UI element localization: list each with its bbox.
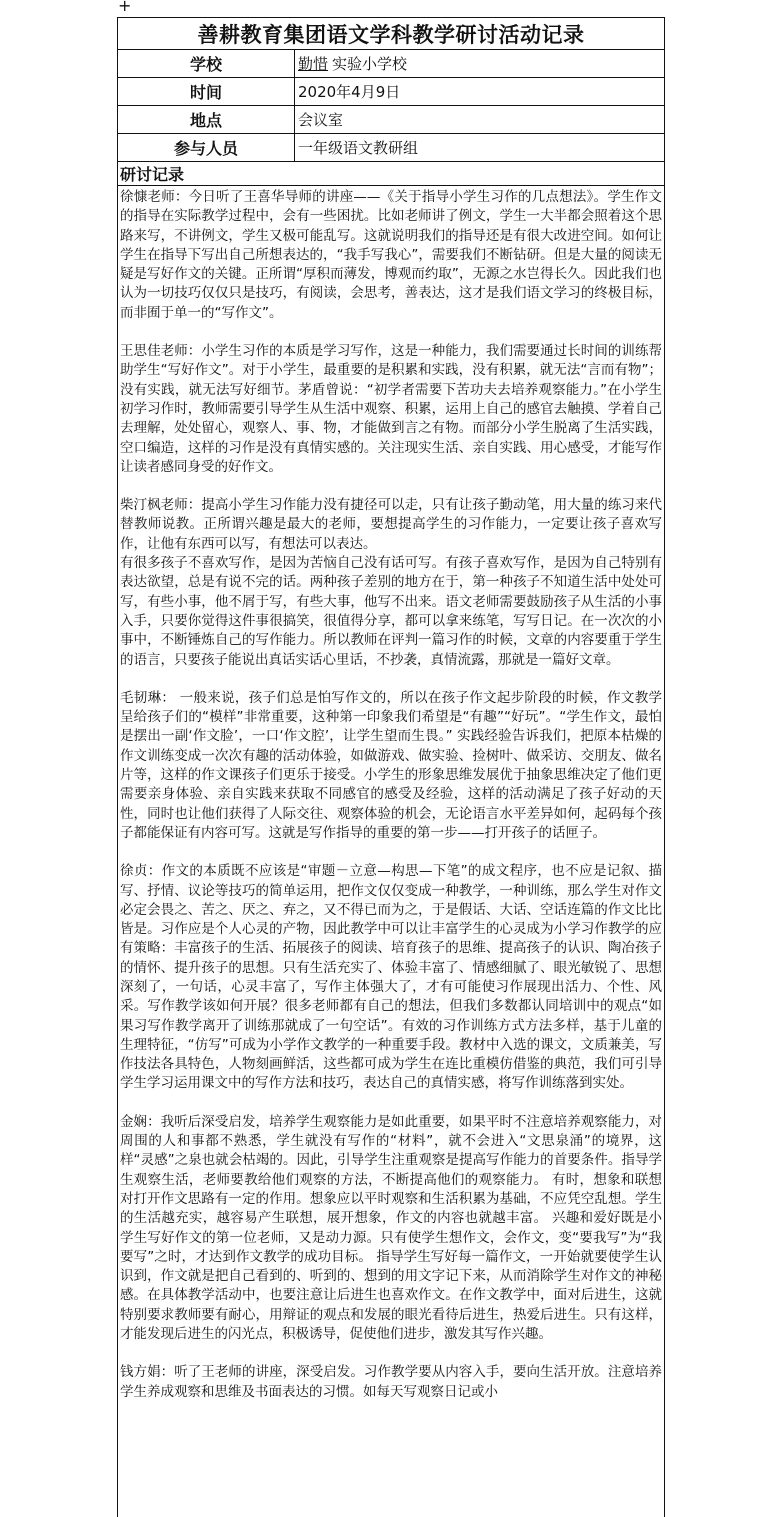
place-value: 会议室 [298,111,344,129]
participants-value: 一年级语文教研组 [298,139,419,157]
participants-row [118,134,664,162]
place-row [118,106,664,134]
time-value: 2020年4月9日 [298,83,401,101]
record-4 [120,689,662,843]
school-label: 学校 [118,50,295,77]
record-text: 一般来说，孩子们总是怕写作文的，所以在孩子作文起步阶段的时候，作文教学呈给孩子们的“模样”非常重要，这种第一印象我们希望是“有趣”“好玩”。“学生作文，最怕是摆出一副‘作文脸’，一口‘作文腔’，让学生望而生畏。” 实践经验告诉我们，把原本枯燥的作文训练变成一次次有趣的活动体验，如做游戏、做实验、捡树叶、做采访、交朋友、做名片等，这样的作文课孩子们更乐于接受。小学生的形象思维发展优于抽象思维决定了他们更需要亲身体验、亲自实践来获取不同感官的感受及经验，这样的活动满足了孩子好动的天性，同时也让他们获得了人际交往、观察体验的机会，无论语言水平差异如何，起码每个孩子都能保证有内容可写。这就是写作指导的重要的第一步——打开孩子的话匣子。 [120,689,663,841]
school-prefix: 勤惜 [298,55,329,73]
record-table [117,17,665,1517]
page-title: 善耕教育集团语文学科教学研讨活动记录 [118,18,664,50]
record-text: 听了王老师的讲座，深受启发。习作教学要从内容入手，要向生活开放。注意培养学生养成观察和思维及书面表达的习惯。如每天写观察日记或小 [120,1364,663,1400]
time-row [118,78,664,106]
school-value-cell [295,50,664,77]
participants-label: 参与人员 [118,134,295,161]
record-speaker: 柴汀枫老师： [120,497,202,514]
record-text: 提高小学生习作能力没有捷径可以走，只有让孩子勤动笔，用大量的练习来代替教师说教。正所谓兴趣是最大的老师，要想提高学生的习作能力，一定要让孩子喜欢写作，让他有东西可以写，有想法可以表达。 有很多孩子不喜欢写作，是因为苦恼自己没有话可写。有孩子喜欢写作，是因为自己特别有表达欲望，总是有说不完的话。两种孩子差别的地方在于，第一种孩子不知道生活中处处可写，有些小事，他不屑于写，有些大事，他写不出来。语文老师需要鼓励孩子从生活的小事入手，只要你觉得这件事很搞笑，很值得分享，都可以拿来练笔，写写日记。在一次次的小事中，不断锤炼自己的写作能力。所以教师在评判一篇习作的时候，文章的内容要重于学生的语言，只要孩子能说出真话实话心里话，不抄袭，真情流露，那就是一篇好文章。 [120,497,663,668]
record-3 [120,496,662,670]
record-speaker: 徐慷老师： [120,189,189,205]
record-speaker: 钱方娟： [120,1364,175,1381]
section-title: 研讨记录 [118,162,664,186]
records-body [118,186,664,1402]
record-speaker: 毛韧琳： [120,689,176,706]
place-label: 地点 [118,106,295,133]
record-text: 作文的本质既不应该是“审题－立意—构思—下笔”的成文程序，也不应是记叙、描写、抒情、议论等技巧的简单运用，把作文仅仅变成一种教学，一种训练，那么学生对作文必定会畏之、苦之、厌之、弃之，又不得已而为之，于是假话、大话、空话连篇的作文比比皆是。习作应是个人心灵的产物，因此教学中可以让丰富学生的心灵成为小学习作教学的应有策略：丰富孩子的生活、拓展孩子的阅读、培育孩子的思维、提高孩子的认识、陶冶孩子的情怀、提升孩子的思想。只有生活充实了、体验丰富了、情感细腻了、眼光敏锐了、思想深刻了，一句话，心灵丰富了，写作主体强大了，才有可能使习作展现出活力、个性、风采。写作教学该如何开展？很多老师都有自己的想法，但我们多数都认同培训中的观点“如果习写作教学离开了训练那就成了一句空话”。有效的习作训练方式方法多样，基于儿童的生理特征，“仿写”可成为小学作文教学的一种重要手段。教材中入选的课文，文质兼美，写作技法各具特色，人物刻画鲜活，这些都可成为学生在连比重模仿借鉴的典范，我们可引导学生学习运用课文中的写作方法和技巧，表达自己的真情实感，将写作训练落到实处。 [120,863,662,1092]
record-speaker: 金娴： [120,1113,161,1130]
record-text: 我听后深受启发，培养学生观察能力是如此重要，如果平时不注意培养观察能力，对周围的人和事都不熟悉，学生就没有写作的“材料”，就不会进入“文思泉涌”的境界，这样“灵感”之泉也就会枯竭的。因此，引导学生注重观察是提高写作能力的首要条件。指导学生观察生活，老师要教给他们观察的方法，不断提高他们的观察能力。 有时，想象和联想对打开作文思路有一定的作用。想象应以平时观察和生活积累为基础，不应凭空乱想。学生的生活越充实，越容易产生联想，展开想象，作文的内容也就越丰富。 兴趣和爱好既是小学生写好作文的第一位老师，又是动力源。只有使学生想作文，会作文，变“要我写”为“我要写”之时，才达到作文教学的成功目标。 指导学生写好每一篇作文，一开始就要使学生认识到，作文就是把自己看到的、听到的、想到的用文字记下来，从而消除学生对作文的神秘感。在具体教学活动中，也要注意让后进生也喜欢作文。在作文教学中，面对后进生，这就特别要求教师要有耐心，用辩证的观点和发展的眼光看待后进生，热爱后进生。只有这样，才能发现后进生的闪光点，积极诱导，促使他们进步，激发其写作兴趣。 [120,1113,663,1343]
record-5 [120,862,662,1094]
record-text: 今日听了王喜华导师的讲座——《关于指导小学生习作的几点想法》。学生作文的指导在实际教学过程中，会有一些困扰。比如老师讲了例文，学生一大半都会照着这个思路来写，不讲例文，学生又极可能乱写。这就说明我们的指导还是有很大改进空间。如何让学生在指导下写出自己所想表达的，“我手写我心”，需要我们不断钻研。但是大量的阅读无疑是写好作文的关键。正所谓“厚积而薄发，博观而约取”，无源之水岂得长久。因此我们也认为一切技巧仅仅只是技巧，有阅读，会思考，善表达，这才是我们语文学习的终极目标，而非囿于单一的“写作文”。 [120,189,663,321]
plus-move-icon[interactable]: + [118,0,132,15]
record-speaker: 王思佳老师： [120,343,202,360]
record-1 [120,188,662,323]
school-value: 实验小学校 [332,55,408,73]
record-2 [120,342,662,477]
record-6 [120,1113,662,1345]
record-speaker: 徐贞： [120,863,162,880]
time-label: 时间 [118,78,295,105]
school-row [118,50,664,78]
record-text: 小学生习作的本质是学习写作，这是一种能力，我们需要通过长时间的训练帮助学生“写好作文”。对于小学生，最重要的是积累和实践，没有积累，就无法“言而有物”；没有实践，就无法写好细节。茅盾曾说：“初学者需要下苦功夫去培养观察能力。”在小学生初学习作时，教师需要引导学生从生活中观察、积累，运用上自己的感官去触摸、学着自己去理解，处处留心，观察人、事、物，才能做到言之有物。而部分小学生脱离了生活实践，空口编造，这样的习作是没有真情实感的。关注现实生活、亲自实践、用心感受，才能写作让读者感同身受的好作文。 [120,343,663,475]
record-7 [120,1363,662,1402]
